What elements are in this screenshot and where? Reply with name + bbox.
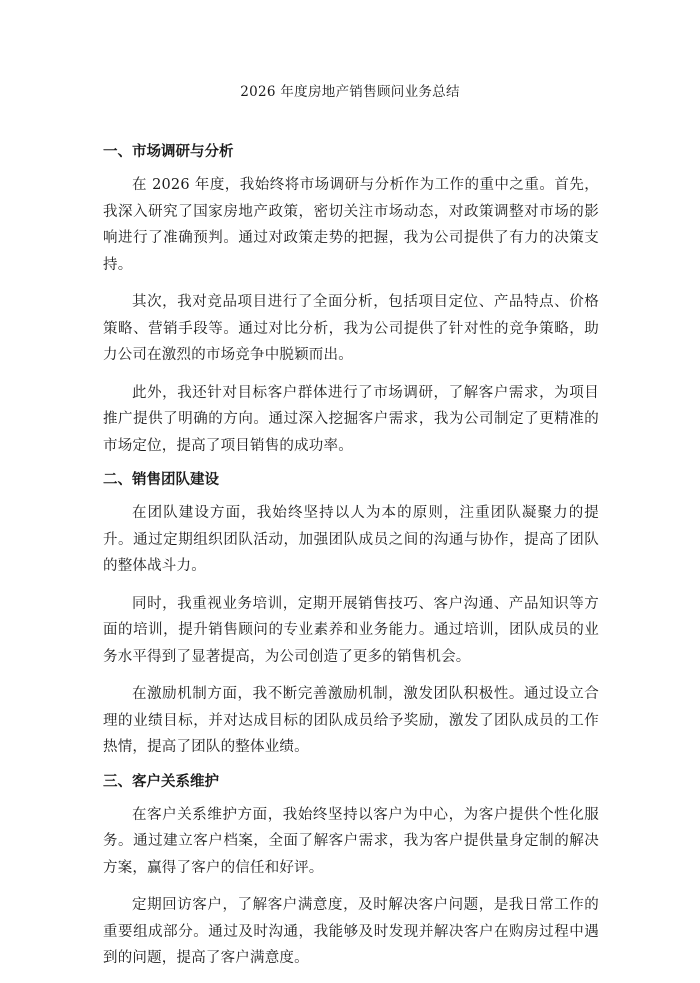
section-team-building [103, 470, 599, 761]
paragraph: 在激励机制方面，我不断完善激励机制，激发团队积极性。通过设立合理的业绩目标，并对达成目标的团队成员给予奖励，激发了团队成员的工作热情，提高了团队的整体业绩。 [103, 686, 599, 755]
section-market-research [103, 142, 599, 459]
document-title: 2026 年度房地产销售顾问业务总结 [240, 84, 460, 100]
section-heading: 一、市场调研与分析 [103, 143, 234, 160]
paragraph: 同时，我重视业务培训，定期开展销售技巧、客户沟通、产品知识等方面的培训，提升销售顾问的专业素养和业务能力。通过培训，团队成员的业务水平得到了显著提高，为公司创造了更多的销售机会。 [103, 595, 599, 665]
paragraph: 此外，我还针对目标客户群体进行了市场调研，了解客户需求，为项目推广提供了明确的方向。通过深入挖掘客户需求，我为公司制定了更精准的市场定位，提高了项目销售的成功率。 [103, 384, 599, 454]
document-body [103, 142, 599, 983]
paragraph: 其次，我对竞品项目进行了全面分析，包括项目定位、产品特点、价格策略、营销手段等。通过对比分析，我为公司提供了针对性的竞争策略，助力公司在激烈的市场竞争中脱颖而出。 [103, 294, 599, 363]
paragraph: 在团队建设方面，我始终坚持以人为本的原则，注重团队凝聚力的提升。通过定期组织团队活动，加强团队成员之间的沟通与协作，提高了团队的整体战斗力。 [103, 505, 599, 574]
paragraph: 在客户关系维护方面，我始终坚持以客户为中心，为客户提供个性化服务。通过建立客户档案，全面了解客户需求，我为客户提供量身定制的解决方案，赢得了客户的信任和好评。 [103, 806, 599, 876]
section-heading: 三、客户关系维护 [103, 772, 219, 790]
paragraph: 在 2026 年度，我始终将市场调研与分析作为工作的重中之重。首先，我深入研究了国家房地产政策，密切关注市场动态，对政策调整对市场的影响进行了准确预判。通过对政策走势的把握，我为公司提供了有力的决策支持。 [103, 177, 599, 273]
section-customer-relations [103, 772, 599, 972]
paragraph: 定期回访客户，了解客户满意度，及时解决客户问题，是我日常工作的重要组成部分。通过及时沟通，我能够及时发现并解决客户在购房过程中遇到的问题，提高了客户满意度。 [103, 897, 599, 966]
section-heading: 二、销售团队建设 [103, 471, 219, 488]
